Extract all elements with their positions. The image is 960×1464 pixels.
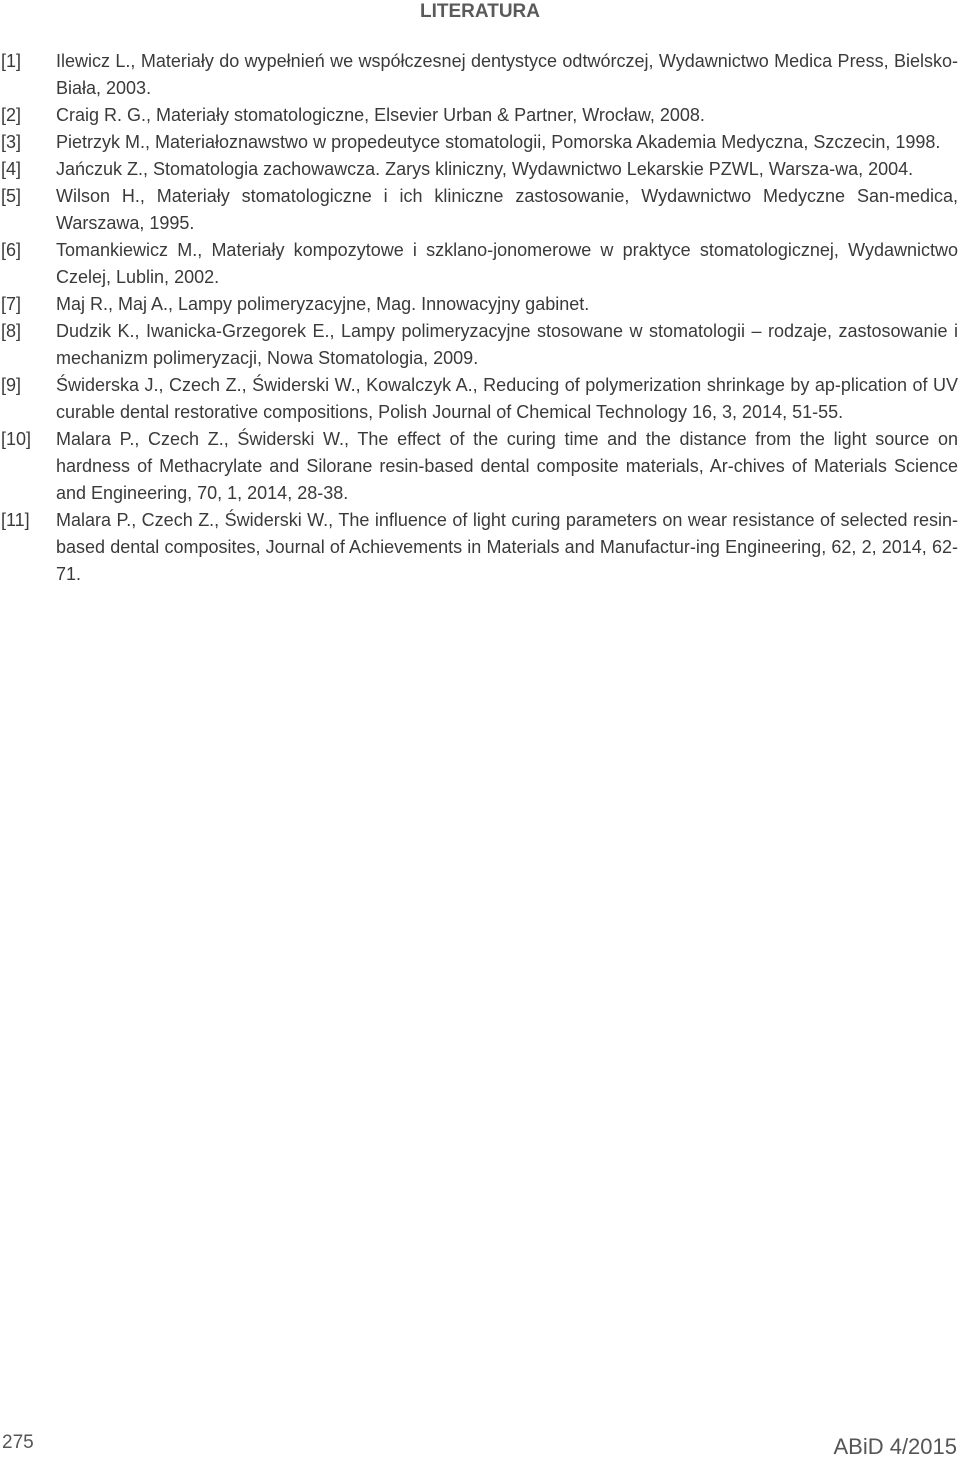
reference-item [0, 183, 958, 237]
section-heading: LITERATURA [420, 1, 540, 22]
reference-text: Tomankiewicz M., Materiały kompozytowe i szklano-jonomerowe w praktyce stomatologicznej, Wydawnictwo Czelej, Lublin, 2002. [56, 240, 958, 287]
reference-list [0, 48, 958, 588]
reference-item [0, 318, 958, 372]
reference-number: [10] [1, 429, 32, 449]
reference-item [0, 372, 958, 426]
reference-item [0, 291, 958, 318]
reference-text: Dudzik K., Iwanicka-Grzegorek E., Lampy polimeryzacyjne stosowane w stomatologii – rodzaje, zastosowanie i mechanizm polimeryzacji, Nowa Stomatologia, 2009. [56, 321, 958, 368]
reference-text: Ilewicz L., Materiały do wypełnień we współczesnej dentystyce odtwórczej, Wydawnictwo Medica Press, Bielsko-Biała, 2003. [56, 51, 958, 98]
reference-number: [4] [1, 159, 22, 179]
reference-text: Pietrzyk M., Materiałoznawstwo w propedeutyce stomatologii, Pomorska Akademia Medyczna, Szczecin, 1998. [56, 132, 941, 152]
reference-item [0, 48, 958, 102]
reference-number: [5] [1, 186, 22, 206]
reference-number: [11] [1, 510, 30, 530]
reference-text: Malara P., Czech Z., Świderski W., The influence of light curing parameters on wear resistance of selected resin-based dental composites, Journal of Achievements in Materials and Manufactur-ing Engineering, 62, 2, 2014, 62-71. [56, 510, 958, 584]
reference-item [0, 129, 958, 156]
reference-number: [2] [1, 105, 22, 125]
journal-issue: ABiD 4/2015 [833, 1434, 957, 1459]
reference-text: Świderska J., Czech Z., Świderski W., Kowalczyk A., Reducing of polymerization shrinkage by ap-plication of UV curable dental restorative compositions, Polish Journal of Chemical Technology 16, 3, 2014, 51-55. [56, 375, 958, 422]
reference-number: [7] [1, 294, 22, 314]
reference-number: [8] [1, 321, 22, 341]
reference-text: Craig R. G., Materiały stomatologiczne, Elsevier Urban & Partner, Wrocław, 2008. [56, 105, 705, 125]
reference-text: Jańczuk Z., Stomatologia zachowawcza. Zarys kliniczny, Wydawnictwo Lekarskie PZWL, Warsza-wa, 2004. [56, 159, 914, 179]
reference-item [0, 237, 958, 291]
reference-number: [6] [1, 240, 22, 260]
reference-text: Wilson H., Materiały stomatologiczne i ich kliniczne zastosowanie, Wydawnictwo Medyczne San-medica, Warszawa, 1995. [56, 186, 958, 233]
reference-number: [1] [1, 51, 22, 71]
reference-number: [9] [1, 375, 22, 395]
page-number: 275 [2, 1432, 34, 1453]
reference-item [0, 426, 958, 507]
reference-number: [3] [1, 132, 22, 152]
reference-item [0, 156, 958, 183]
reference-text: Malara P., Czech Z., Świderski W., The effect of the curing time and the distance from the light source on hardness of Methacrylate and Silorane resin-based dental composite materials, Ar-chives of Materials Science and Engineering, 70, 1, 2014, 28-38. [56, 429, 958, 503]
reference-item [0, 507, 958, 588]
reference-item [0, 102, 958, 129]
reference-text: Maj R., Maj A., Lampy polimeryzacyjne, Mag. Innowacyjny gabinet. [56, 294, 590, 314]
